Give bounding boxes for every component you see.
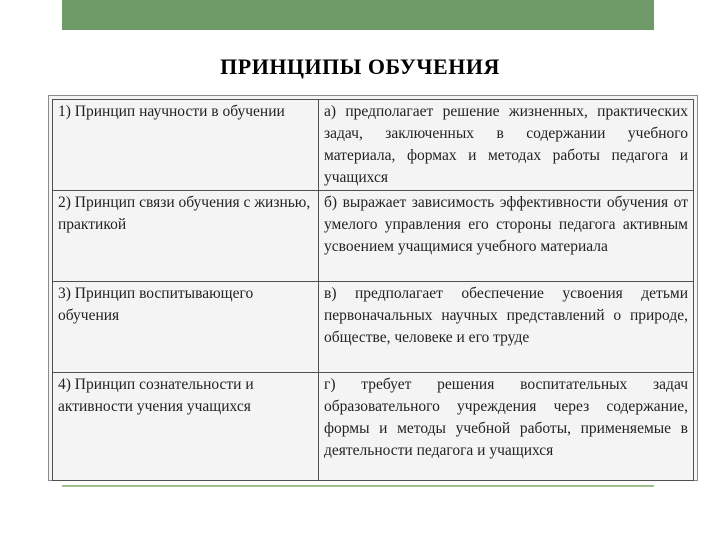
description-cell: в) предполагает обеспечение усвоения детьми первоначальных научных представлений о природе, обществе, человеке и его труде (319, 282, 694, 373)
top-accent-bar (62, 0, 654, 30)
table-row (53, 191, 694, 282)
description-cell: б) выражает зависимость эффективности обучения от умелого управления его стороны педагога активным усвоением учащимися учебного материала (319, 191, 694, 282)
table-row (53, 282, 694, 373)
principles-table-frame (48, 95, 698, 481)
table-row (53, 373, 694, 481)
description-cell: а) предполагает решение жизненных, практических задач, заключенных в содержании учебного материала, формах и методах работы педагога и учащихся (319, 100, 694, 191)
principle-cell: 4) Принцип сознательности и активности учения учащихся (53, 373, 319, 481)
description-cell: г) требует решения воспитательных задач образовательного учреждения через содержание, формы и методы учебной работы, применяемые в деятельности педагога и учащихся (319, 373, 694, 481)
slide-title: ПРИНЦИПЫ ОБУЧЕНИЯ (220, 54, 500, 79)
table-row (53, 100, 694, 191)
bottom-accent-line (62, 485, 654, 487)
principle-cell: 2) Принцип связи обучения с жизнью, практикой (53, 191, 319, 282)
principle-cell: 1) Принцип научности в обучении (53, 100, 319, 191)
principle-cell: 3) Принцип воспитывающего обучения (53, 282, 319, 373)
principles-table (52, 99, 694, 481)
